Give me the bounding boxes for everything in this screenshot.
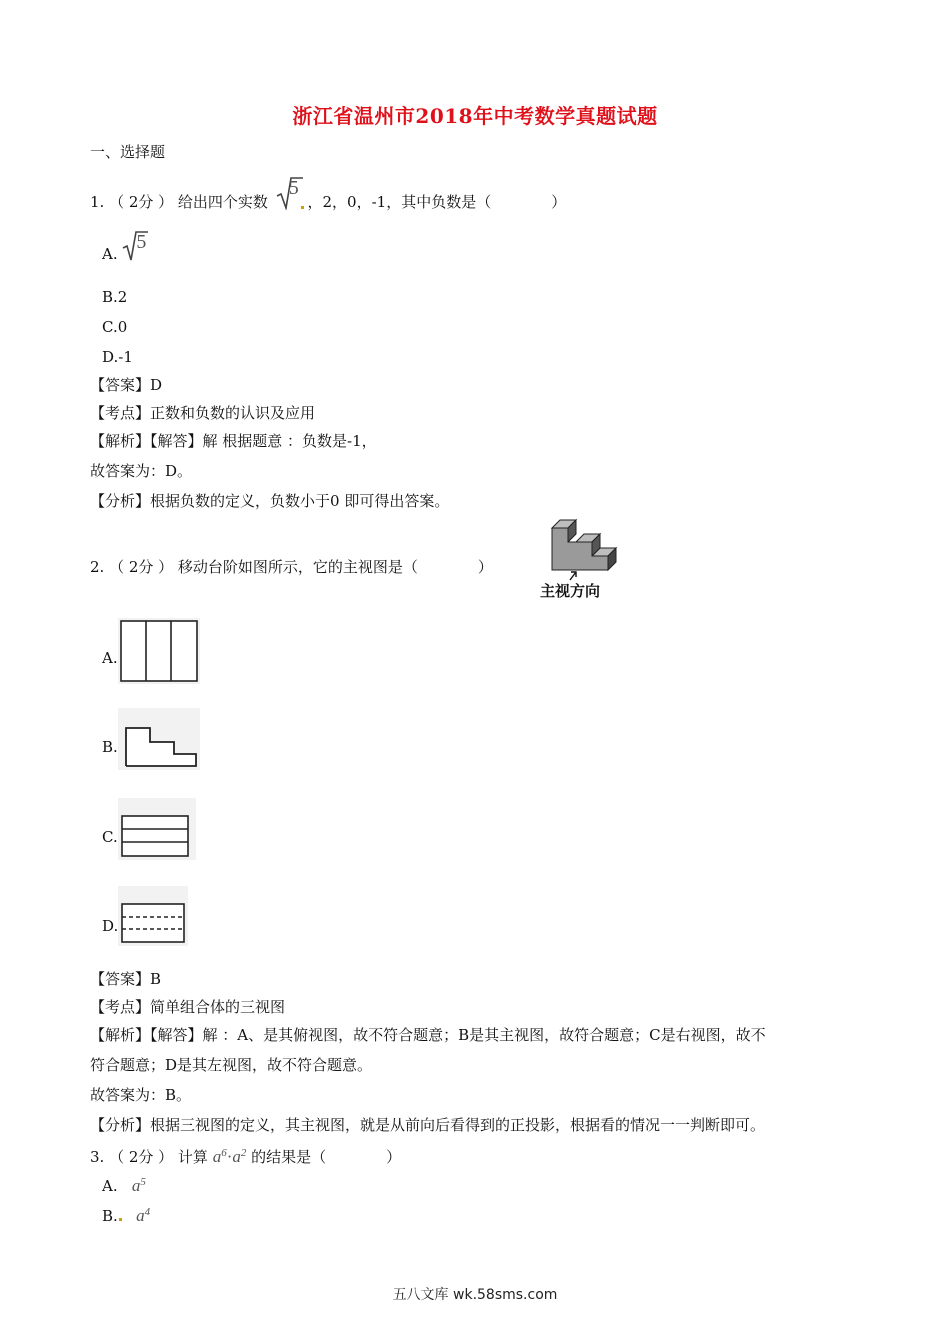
q3-expression <box>213 1148 251 1166</box>
q2-option-b-figure <box>118 708 200 770</box>
q1-topic: 【考点】正数和负数的认识及应用 <box>90 404 316 422</box>
q1-stem-suffix: ，2，0，-1，其中负数是（ ） <box>307 193 567 211</box>
q2-option-c-figure <box>118 798 196 860</box>
three-rows-view-icon <box>118 798 196 860</box>
q3-expr-exp1: 6 <box>221 1147 227 1159</box>
q1-option-b: B.2 <box>102 288 128 306</box>
q2-analysis-line1: 【解析】【解答】解 ：A、是其俯视图，故不符合题意；B是其主视图，故符合题意；C是右视图，故不 <box>90 1026 766 1044</box>
q3-expr-dot: · <box>226 1147 233 1166</box>
q3-stem-prefix: 3. （ 2分 ） 计算 <box>90 1148 208 1166</box>
q1-conclusion: 故答案为：D。 <box>90 462 193 480</box>
q3-option-b-base: a <box>136 1206 145 1225</box>
option-label: A. <box>102 1177 118 1195</box>
marker-dot <box>119 1218 122 1221</box>
section-heading: 一、选择题 <box>90 143 166 161</box>
q2-analysis-line2: 符合题意；D是其左视图，故不符合题意。 <box>90 1056 373 1074</box>
q2-stairs-figure <box>540 516 620 604</box>
q2-answer: 【答案】B <box>90 970 162 988</box>
q2-option-d-figure <box>118 886 188 946</box>
q1-option-c: C.0 <box>102 318 128 336</box>
marker-dot <box>301 206 304 209</box>
q3-expr-base1: a <box>212 1147 222 1166</box>
q2-figure-caption: 主视方向 <box>540 582 601 600</box>
hidden-lines-view-icon <box>118 886 188 946</box>
q1-option-a-radicand: 5 <box>136 231 147 253</box>
q2-conclusion: 故答案为：B。 <box>90 1086 192 1104</box>
q1-answer: 【答案】D <box>90 376 163 394</box>
option-label: B. <box>102 1207 118 1225</box>
q3-option-a-exp: 5 <box>140 1176 146 1188</box>
q3-option-b-exp: 4 <box>144 1206 151 1218</box>
q1-sqrt-radicand: 5 <box>288 177 299 199</box>
stepped-front-view-icon <box>118 708 200 770</box>
option-label: A. <box>102 245 118 263</box>
three-columns-view-icon <box>118 618 200 684</box>
q2-remark: 【分析】根据三视图的定义，其主视图，就是从前向后看得到的正投影，根据看的情况一一判断即可。 <box>90 1116 766 1134</box>
q3-stem-suffix: 的结果是（ ） <box>251 1148 402 1166</box>
q1-analysis: 【解析】【解答】解 根据题意 ：负数是-1， <box>90 432 377 450</box>
q1-sqrt-expression <box>273 177 303 212</box>
q3-option-a-base: a <box>131 1176 141 1195</box>
q2-option-a-figure <box>118 618 200 684</box>
page-title: 浙江省温州市2018年中考数学真题试题 <box>292 104 658 128</box>
q3-expr-base2: a <box>232 1147 241 1166</box>
q3-option-a <box>102 1172 146 1196</box>
q2-option-a-label: A. <box>102 649 118 667</box>
page-footer: 五八文库 wk.58sms.com <box>392 1287 558 1303</box>
q3-option-b <box>102 1202 150 1226</box>
stairs-3d-icon <box>540 516 620 582</box>
q1-option-a <box>102 231 148 264</box>
q2-stem: 2. （ 2分 ） 移动台阶如图所示，它的主视图是（ ） <box>90 558 493 576</box>
q1-option-a-sqrt <box>122 231 148 264</box>
q2-option-c-label: C. <box>102 828 118 846</box>
q2-option-b-label: B. <box>102 738 118 756</box>
q3-stem <box>90 1143 401 1167</box>
q3-expr-exp2: 2 <box>240 1147 247 1159</box>
q2-option-d-label: D. <box>102 917 119 935</box>
q2-topic: 【考点】简单组合体的三视图 <box>90 998 286 1016</box>
q1-stem-prefix: 1. （ 2分 ） 给出四个实数 <box>90 193 268 211</box>
q1-remark: 【分析】根据负数的定义，负数小于0 即可得出答案。 <box>90 492 450 510</box>
q1-stem <box>90 177 567 212</box>
q1-option-d: D.-1 <box>102 348 133 366</box>
